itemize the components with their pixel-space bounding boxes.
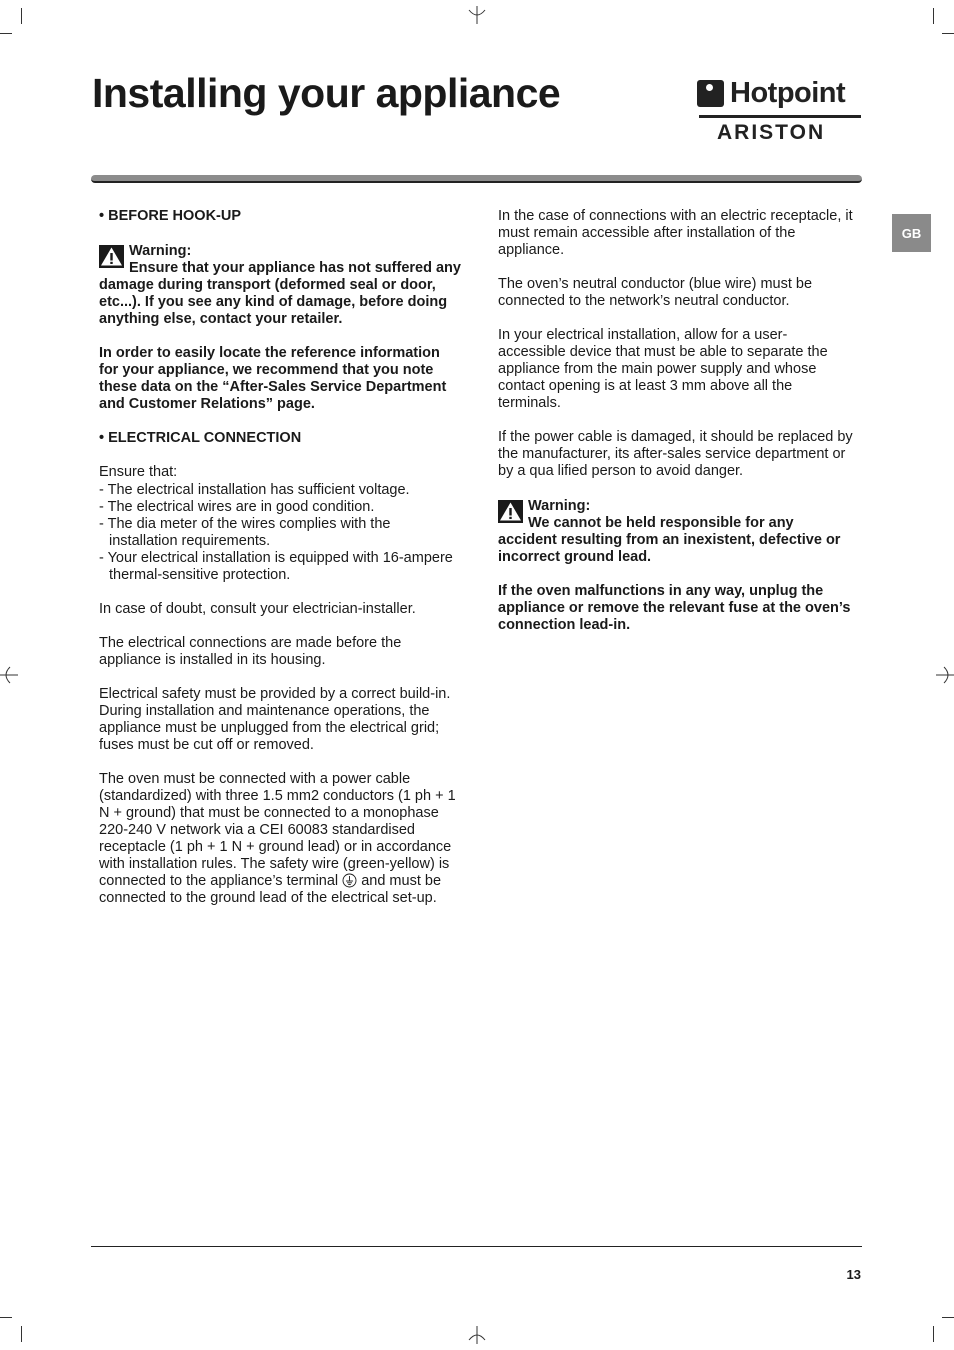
- crop-mark: [942, 1317, 954, 1318]
- doubt-paragraph: In case of doubt, consult your electrician-installer.: [99, 601, 416, 617]
- connections-paragraph: The electrical connections are made before the appliance is installed in its housing.: [99, 635, 402, 668]
- section-heading-electrical: • ELECTRICAL CONNECTION: [99, 430, 302, 446]
- list-item: - The dia meter of the wires complies with the installation requirements.: [99, 516, 391, 549]
- list-item: - The electrical installation has sufficient voltage.: [99, 482, 410, 498]
- ground-terminal-icon: [342, 873, 357, 888]
- receptacle-paragraph: In the case of connections with an electric receptacle, it must remain accessible after installation of the appliance.: [498, 208, 853, 258]
- hotpoint-logo-mark: [697, 80, 724, 107]
- page-number: 13: [846, 1267, 861, 1282]
- language-tab: GB: [892, 214, 931, 252]
- left-column: [99, 208, 461, 924]
- device-paragraph: In your electrical installation, allow for a user-accessible device that must be able to separate the appliance from the main power supply and whose contact opening is at least 3 mm above all the terminals.: [498, 327, 828, 411]
- header-divider: [91, 175, 862, 183]
- warning-triangle-icon: [99, 245, 124, 268]
- crop-mark: [933, 1326, 934, 1342]
- cable-text-after: and must be connected to the ground lead of the electrical set-up.: [99, 873, 442, 906]
- registration-mark: [467, 1326, 487, 1344]
- crop-mark: [21, 1326, 22, 1342]
- cable-text-before: The oven must be connected with a power cable (standardized) with three 1.5 mm2 conductors (1 ph + 1 N + ground) that must be connected to a monophase 220-240 V network via a CEI 60083 standardised receptacle (1 ph + 1 N + ground lead) or in accordance with installation rules. The safety wire (green-yellow) is connected to the appliance’s terminal: [99, 771, 456, 889]
- page-title: Installing your appliance: [92, 70, 561, 116]
- ensure-list: [99, 482, 461, 584]
- warning-label: Warning:: [528, 498, 591, 514]
- warning-block: [498, 497, 854, 566]
- ensure-intro: Ensure that:: [99, 464, 178, 480]
- registration-mark: [0, 665, 18, 685]
- brand-logo: [697, 76, 865, 148]
- cable-paragraph: [99, 771, 461, 907]
- neutral-paragraph: The oven’s neutral conductor (blue wire) must be connected to the network’s neutral conductor.: [498, 276, 813, 309]
- warning-label: Warning:: [129, 243, 192, 259]
- footer-divider: [91, 1246, 862, 1247]
- reference-note: In order to easily locate the reference information for your appliance, we recommend that you note these data on the “After-Sales Service Department and Customer Relations” page.: [99, 345, 447, 412]
- crop-mark: [0, 1317, 12, 1318]
- safety-paragraph: Electrical safety must be provided by a correct build-in. During installation and maintenance operations, the appliance must be unplugged from the electrical grid; fuses must be cut off or removed.: [99, 686, 451, 753]
- cable-damage-paragraph: If the power cable is damaged, it should be replaced by the manufacturer, its after-sales service department or by a qua lified person to avoid danger.: [498, 429, 853, 479]
- list-item: - Your electrical installation is equipped with 16-ampere thermal-sensitive protection.: [99, 550, 453, 583]
- warning-text: Ensure that your appliance has not suffered any damage during transport (deformed seal or door, etc...). If you see any kind of damage, before doing anything else, contact your retailer.: [99, 260, 461, 327]
- brand-name: Hotpoint: [730, 76, 846, 109]
- crop-mark: [942, 33, 954, 34]
- list-item: - The electrical wires are in good condition.: [99, 499, 375, 515]
- right-column: [498, 208, 854, 651]
- registration-mark: [936, 665, 954, 685]
- crop-mark: [0, 33, 12, 34]
- crop-mark: [933, 8, 934, 24]
- brand-subname: ARISTON: [717, 121, 826, 144]
- registration-mark: [467, 6, 487, 24]
- malfunction-paragraph: If the oven malfunctions in any way, unplug the appliance or remove the relevant fuse at the oven’s connection lead-in.: [498, 583, 851, 633]
- brand-divider: [699, 115, 861, 118]
- warning-text: We cannot be held responsible for any accident resulting from an inexistent, defective or incorrect ground lead.: [498, 515, 841, 565]
- crop-mark: [21, 8, 22, 24]
- warning-block: [99, 242, 461, 328]
- section-heading-before-hookup: • BEFORE HOOK-UP: [99, 208, 242, 224]
- warning-triangle-icon: [498, 500, 523, 523]
